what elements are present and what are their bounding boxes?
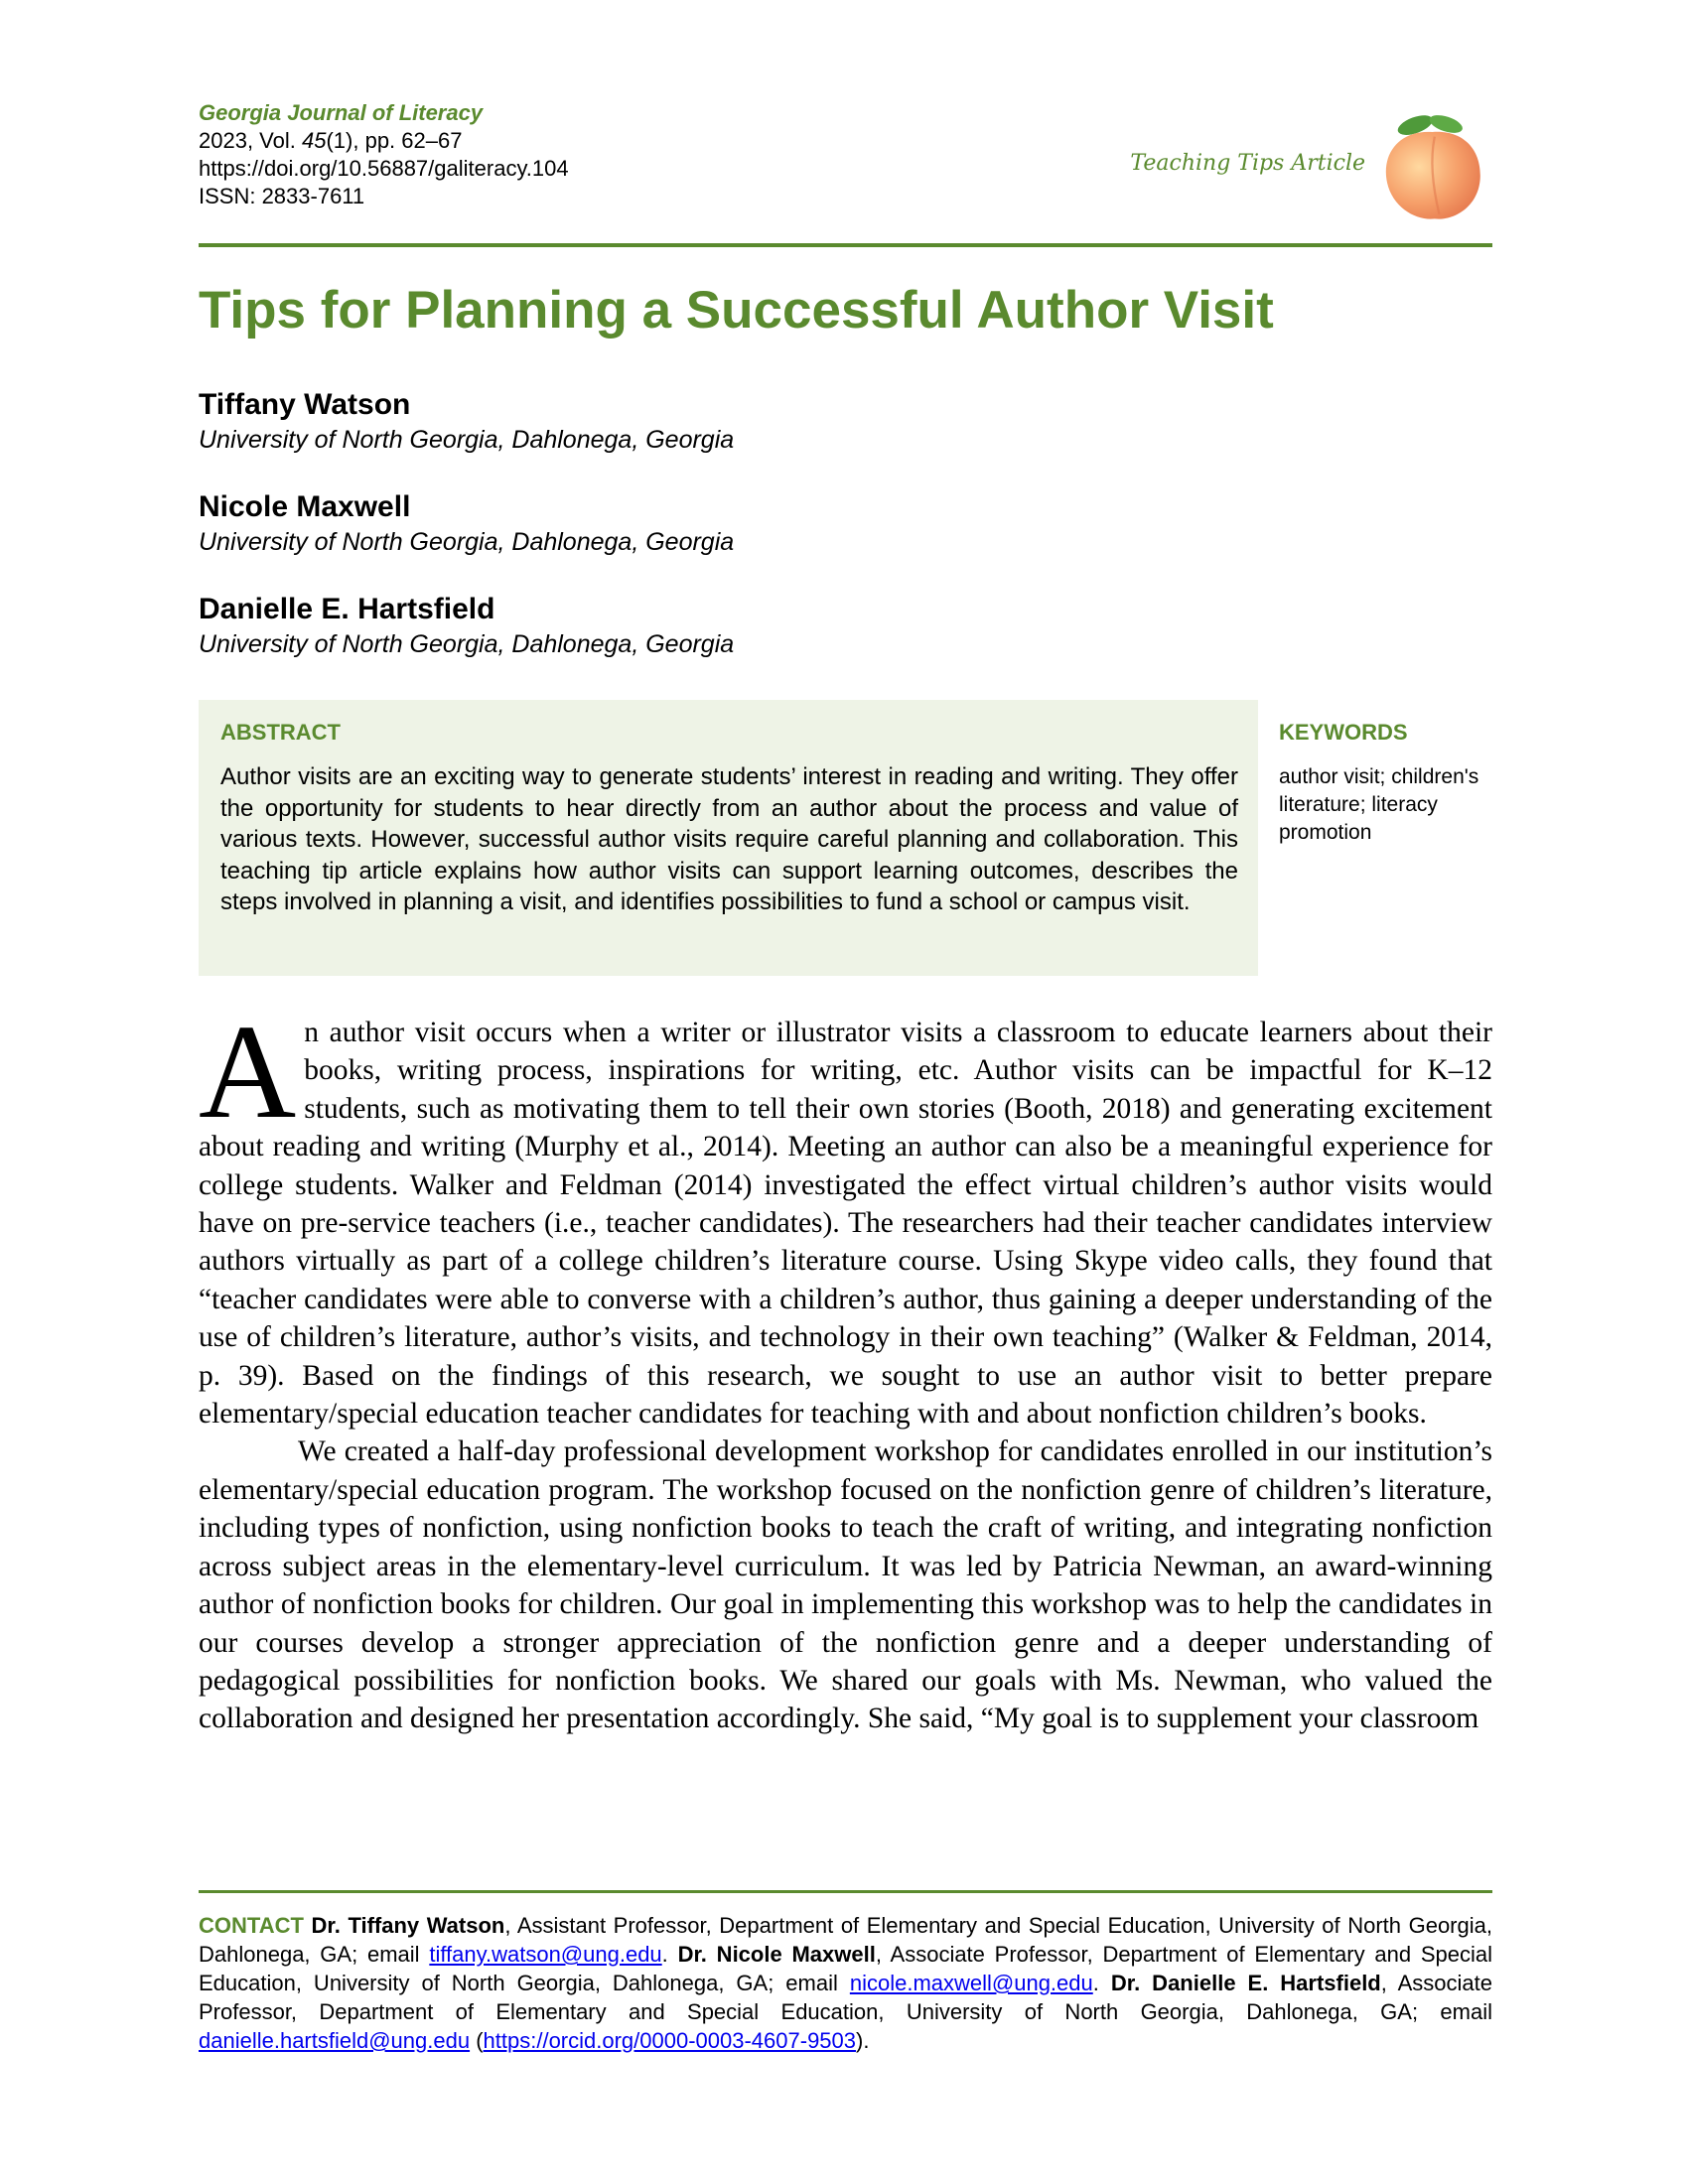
email-link[interactable]: nicole.maxwell@ung.edu: [849, 1971, 1093, 1995]
peach-icon: [1375, 109, 1489, 223]
issn: ISSN: 2833-7611: [199, 184, 365, 208]
issue-pages: (1), pp. 62–67: [326, 128, 463, 153]
author-name: Danielle E. Hartsfield: [199, 593, 495, 625]
drop-cap: A: [199, 998, 297, 1147]
article-title: Tips for Planning a Successful Author Visit: [199, 281, 1274, 340]
volume-number: 45: [301, 128, 327, 153]
footer-divider: [199, 1890, 1492, 1893]
author-contact-name: Dr. Danielle E. Hartsfield: [1110, 1971, 1381, 1995]
author-name: Nicole Maxwell: [199, 490, 411, 523]
keywords-heading: KEYWORDS: [1279, 720, 1408, 745]
author-affiliation: University of North Georgia, Dahlonega, Georgia: [199, 630, 735, 658]
author-affiliation: University of North Georgia, Dahlonega, Georgia: [199, 528, 735, 556]
paragraph: [199, 998, 1492, 1433]
keywords-block: [1279, 720, 1492, 847]
article-type-label: Teaching Tips Article: [1130, 151, 1365, 176]
author-contact-name: Dr. Tiffany Watson: [311, 1913, 505, 1938]
doi-link[interactable]: https://doi.org/10.56887/galiteracy.104: [199, 156, 569, 181]
email-link[interactable]: danielle.hartsfield@ung.edu: [199, 2028, 471, 2053]
abstract-box: [199, 700, 1258, 976]
author-contact-details: , Assistant Professor, Department of Elementary and Special Education, University of North Georgia, Dahlonega, GA; email: [199, 1913, 1492, 1967]
author-contact-details: , Associate Professor, Department of Elementary and Special Education, University of North Georgia, Dahlonega, GA; email: [199, 1942, 1493, 1995]
journal-header: [199, 99, 1489, 248]
year-vol-prefix: 2023, Vol.: [199, 128, 302, 153]
author-contact-details: , Associate Professor, Department of Elementary and Special Education, University of North Georgia, Dahlonega, GA; email: [199, 1971, 1492, 2024]
paragraph-text: n author visit occurs when a writer or illustrator visits a classroom to educate learners about their books, writing process, inspirations for writing, etc. Author visits can be impactful for K–12 students, such as motivating them to tell their own stories (Booth, 2018) and generating excitement about reading and writing (Murphy et al., 2014). Meeting an author can also be a meaningful experience for college students. Walker and Feldman (2014) investigated the effect virtual children’s author visits would have on pre-service teachers (i.e., teacher candidates). The researchers had their teacher candidates interview authors virtually as part of a college children’s literature course. Using Skype video calls, they found that “teacher candidates were able to converse with a children’s author, thus gaining a deeper understanding of the use of children’s literature, author’s visits, and technology in their own teaching” (Walker & Feldman, 2014, p. 39). Based on the findings of this research, we sought to use an author visit to better prepare elementary/special education teacher candidates for teaching with and about nonfiction children’s books.: [199, 1017, 1492, 1431]
journal-name: Georgia Journal of Literacy: [199, 100, 484, 125]
author-name: Tiffany Watson: [199, 388, 411, 421]
contact-label: CONTACT: [199, 1913, 304, 1938]
contact-info: CONTACT Dr. Tiffany Watson, Assistant Professor, Department of Elementary and Special Education, University of North Georgia, Dahlonega, GA; email tiffany.watson@ung.edu. Dr. Nicole Maxwell, Associate Professor, Department of Elementary and Special Education, University of North Georgia, Dahlonega, GA; email nicole.maxwell@ung.edu. Dr. Danielle E. Hartsfield, Associate Professor, Department of Elementary and Special Education, University of North Georgia, Dahlonega, GA; email danielle.hartsfield@ung.edu (https://orcid.org/0000-0003-4607-9503).: [199, 1913, 1493, 2053]
email-link[interactable]: tiffany.watson@ung.edu: [429, 1942, 662, 1967]
abstract-heading: ABSTRACT: [220, 720, 341, 745]
header-divider: [199, 243, 1492, 247]
article-body: [199, 998, 1492, 1738]
paragraph: We created a half-day professional development workshop for candidates enrolled in our institution’s elementary/special education program. The workshop focused on the nonfiction genre of children’s literature, including types of nonfiction, using nonfiction books to teach the craft of writing, and integrating nonfiction across subject areas in the elementary-level curriculum. It was led by Patricia Newman, an award-winning author of nonfiction books for children. Our goal in implementing this workshop was to help the candidates in our courses develop a stronger appreciation of the nonfiction genre and a deeper understanding of pedagogical possibilities for nonfiction books. We shared our goals with Ms. Newman, who valued the collaboration and designed her presentation accordingly. She said, “My goal is to supplement your classroom: [199, 1435, 1492, 1735]
orcid-link[interactable]: https://orcid.org/0000-0003-4607-9503: [483, 2028, 857, 2053]
author-block: [199, 387, 734, 457]
author-block: [199, 489, 734, 559]
abstract-text: Author visits are an exciting way to generate students’ interest in reading and writing. They offer the opportunity for students to hear directly from an author about the process and value of various texts. However, successful author visits require careful planning and collaboration. This teaching tip article explains how author visits can support learning outcomes, describes the steps involved in planning a visit, and identifies possibilities to fund a school or campus visit.: [220, 763, 1238, 915]
author-contact-name: Dr. Nicole Maxwell: [677, 1942, 876, 1967]
author-affiliation: University of North Georgia, Dahlonega, Georgia: [199, 426, 735, 454]
author-block: [199, 592, 734, 661]
keywords-text: author visit; children's literature; literacy promotion: [1279, 765, 1479, 844]
